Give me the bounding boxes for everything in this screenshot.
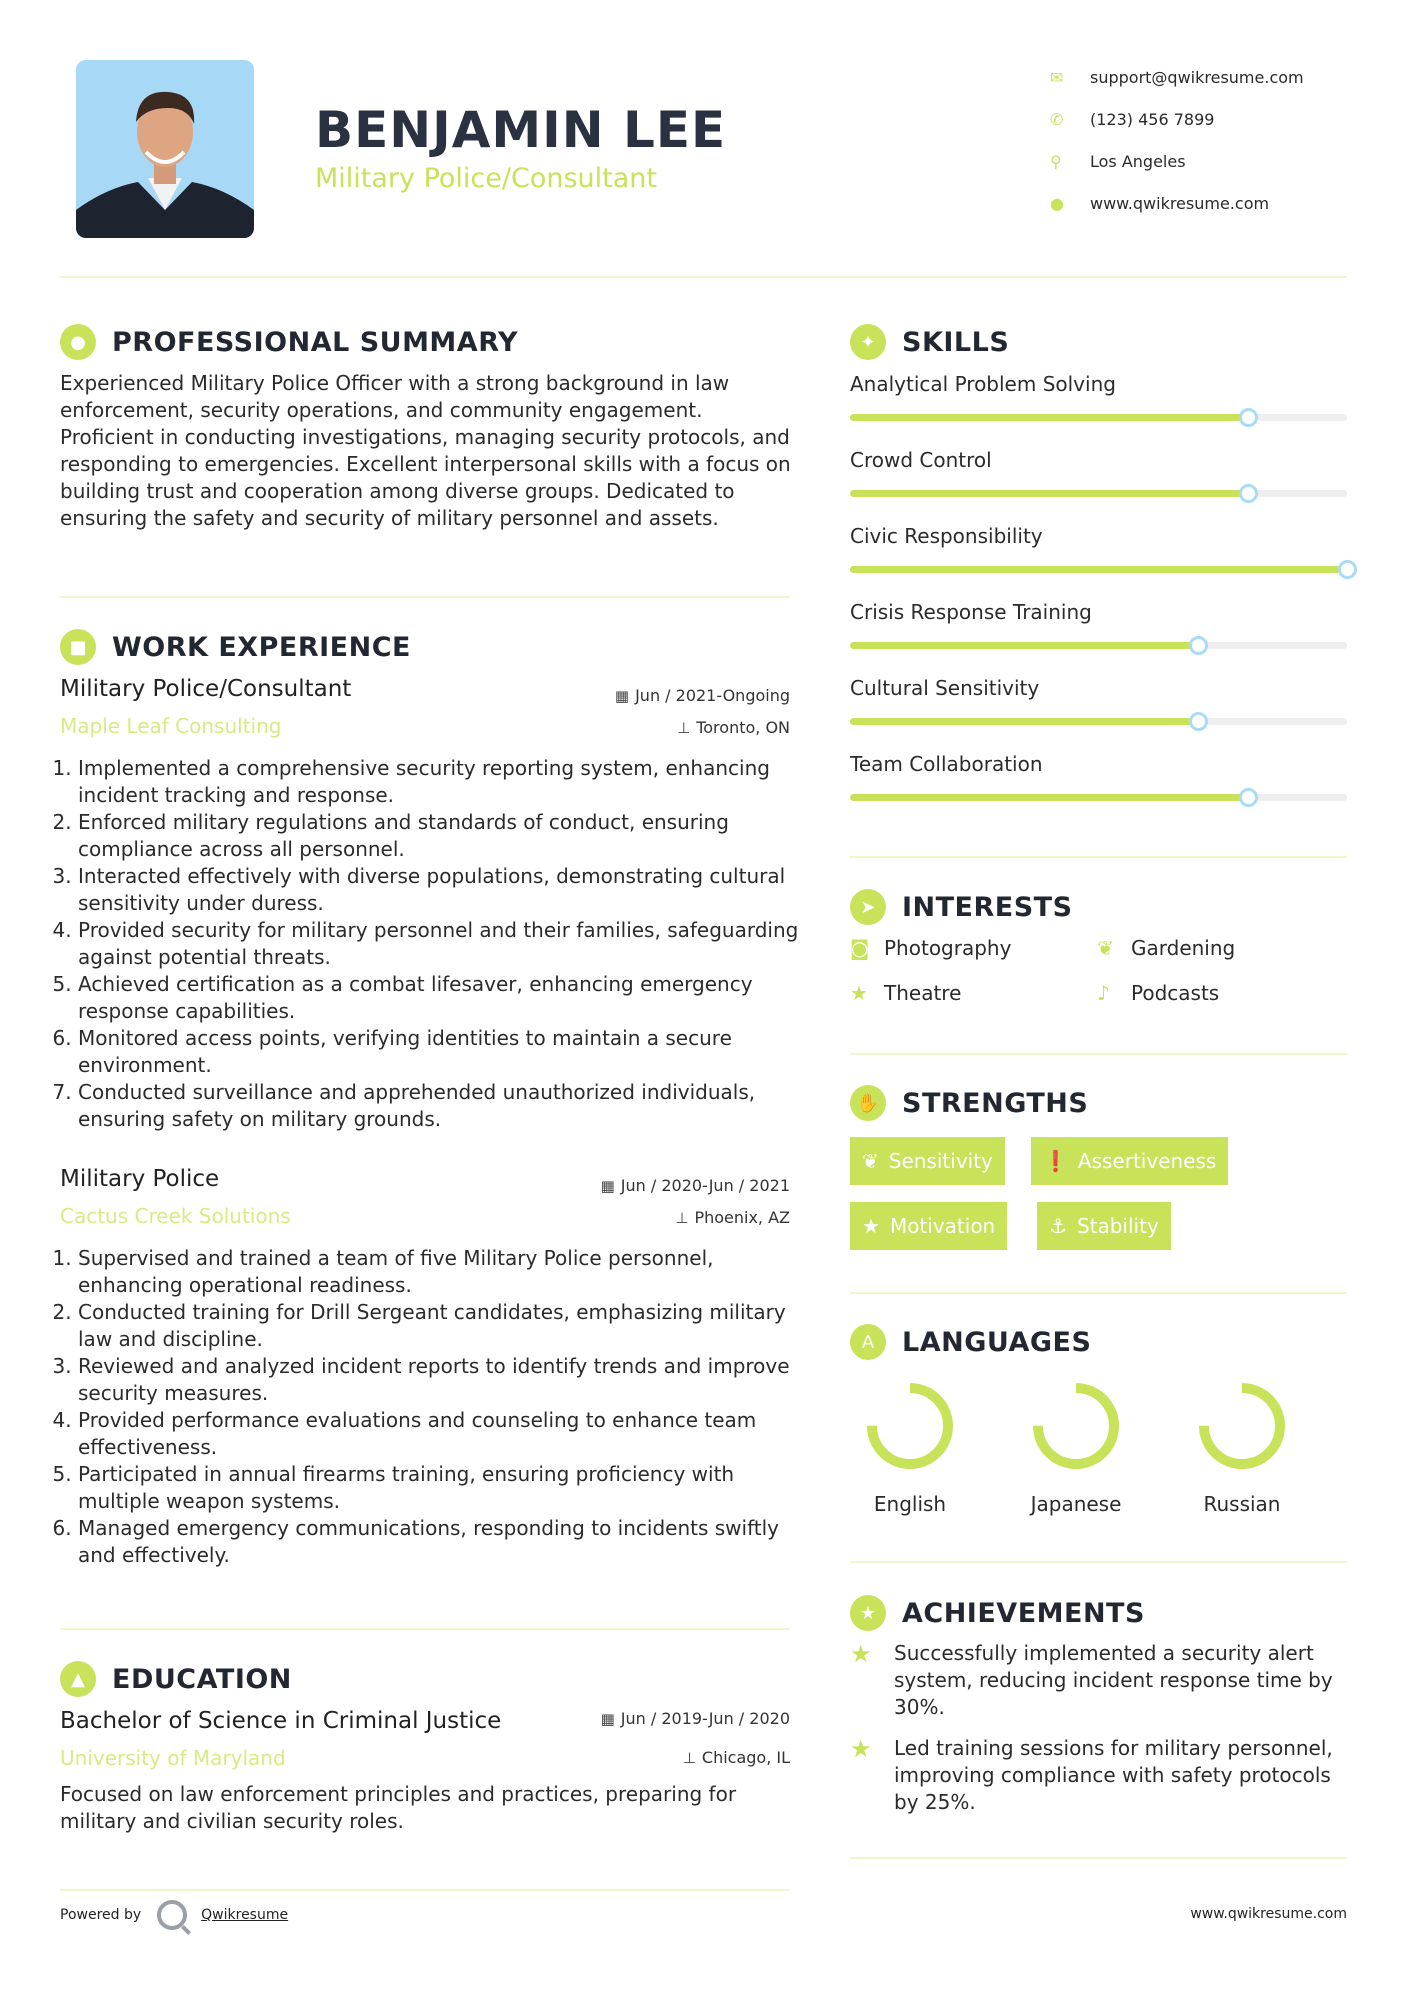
skill-label: Team Collaboration xyxy=(850,752,1043,776)
star-badge-icon: ★ xyxy=(850,1640,872,1668)
achievements-divider xyxy=(850,1857,1347,1859)
leaf-icon: ❦ xyxy=(1097,936,1114,960)
strength-chip xyxy=(1037,1202,1171,1250)
strength-chip xyxy=(1031,1137,1228,1185)
strengths-divider xyxy=(850,1292,1347,1294)
contact-location xyxy=(1050,140,1304,182)
qwikresume-logo-icon xyxy=(157,1900,187,1930)
star-icon: ★ xyxy=(850,981,868,1005)
skill-bar-fill xyxy=(850,490,1248,497)
calendar-icon: ▦ xyxy=(600,1710,615,1728)
skill-bar xyxy=(850,718,1347,725)
list-item: 4. Provided performance evaluations and counseling to enhance team effectiveness. xyxy=(78,1407,805,1461)
job-bullet-list xyxy=(60,755,805,1133)
skill-label: Cultural Sensitivity xyxy=(850,676,1040,700)
language-level-arc xyxy=(872,1388,948,1464)
list-item: 2. Enforced military regulations and standards of conduct, ensuring compliance across all personnel. xyxy=(78,809,805,863)
profile-photo xyxy=(76,60,254,238)
contact-email-text: support@qwikresume.com xyxy=(1090,67,1304,87)
contact-list xyxy=(1050,56,1304,224)
language-label: Japanese xyxy=(1030,1492,1122,1516)
skill-bar-fill xyxy=(850,414,1248,421)
achievement-item xyxy=(850,1735,1347,1816)
skill-bar-fill xyxy=(850,794,1248,801)
job-dates xyxy=(615,686,790,705)
calendar-icon: ▦ xyxy=(600,1177,615,1195)
strength-label: Sensitivity xyxy=(888,1149,993,1173)
summary-heading xyxy=(60,324,518,360)
pin-icon: ⊥ xyxy=(675,1209,689,1227)
language-icon: A xyxy=(850,1324,886,1360)
language-item xyxy=(1172,1378,1312,1516)
footer-url[interactable]: www.qwikresume.com xyxy=(1190,1906,1347,1922)
achievement-text: Successfully implemented a security alert system, reducing incident response time by 30%. xyxy=(894,1641,1333,1719)
education-dates-text: Jun / 2019-Jun / 2020 xyxy=(620,1709,790,1728)
job-location-text: Phoenix, AZ xyxy=(694,1208,790,1227)
skill-level-knob xyxy=(1239,788,1258,807)
list-item: 3. Interacted effectively with diverse populations, demonstrating cultural sensitivity under duress. xyxy=(78,863,805,917)
candidate-name: BENJAMIN LEE xyxy=(315,101,727,159)
job-title: Military Police/Consultant xyxy=(60,676,352,702)
skill-bar xyxy=(850,642,1347,649)
calendar-icon: ▦ xyxy=(614,687,630,705)
language-label: Russian xyxy=(1203,1492,1281,1516)
job-company: Cactus Creek Solutions xyxy=(60,1204,291,1228)
skill-bar xyxy=(850,490,1347,497)
skill-label: Analytical Problem Solving xyxy=(850,372,1116,396)
list-item: 6. Managed emergency communications, responding to incidents swiftly and effectively. xyxy=(78,1515,805,1569)
work-title: WORK EXPERIENCE xyxy=(112,631,411,663)
education-degree: Bachelor of Science in Criminal Justice xyxy=(60,1708,502,1734)
phone-icon: ✆ xyxy=(1050,109,1064,129)
pin-icon: ⊥ xyxy=(677,719,691,737)
achievement-item xyxy=(850,1640,1347,1721)
list-item: 6. Monitored access points, verifying identities to maintain a secure environment. xyxy=(78,1025,805,1079)
star-icon: ★ xyxy=(862,1214,880,1238)
languages-divider xyxy=(850,1561,1347,1563)
skills-heading xyxy=(850,324,1009,360)
strength-label: Stability xyxy=(1076,1214,1159,1238)
email-icon: ✉ xyxy=(1050,67,1064,87)
skill-bar xyxy=(850,566,1347,573)
interest-label: Photography xyxy=(884,936,1012,960)
education-location-text: Chicago, IL xyxy=(701,1748,790,1767)
skill-bar xyxy=(850,794,1347,801)
languages-title: LANGUAGES xyxy=(902,1326,1092,1358)
skill-level-knob xyxy=(1239,408,1258,427)
interests-title: INTERESTS xyxy=(902,891,1073,923)
interest-label: Theatre xyxy=(884,981,962,1005)
language-level-arc xyxy=(1204,1388,1280,1464)
education-dates xyxy=(601,1709,790,1728)
skill-bar-fill xyxy=(850,642,1198,649)
skill-bar-fill xyxy=(850,718,1198,725)
work-heading xyxy=(60,629,411,665)
education-heading xyxy=(60,1661,292,1697)
contact-phone[interactable] xyxy=(1050,98,1304,140)
interest-item xyxy=(1097,936,1235,960)
location-pin-icon: ⚲ xyxy=(1050,151,1062,171)
lightbulb-icon: ✦ xyxy=(850,324,886,360)
contact-website[interactable] xyxy=(1050,182,1304,224)
skill-level-knob xyxy=(1189,636,1208,655)
job-location-text: Toronto, ON xyxy=(696,718,790,737)
job-location xyxy=(677,718,790,737)
summary-text: Experienced Military Police Officer with a strong background in law enforcement, security operations, and community engagement. Proficient in conducting investigations, managing security protocols, and responding to emergencies. Excellent interpersonal skills with a focus on building trust and cooperation among diverse groups. Dedicated to ensuring the safety and security of military personnel and assets. xyxy=(60,371,791,530)
education-divider xyxy=(60,1889,790,1891)
work-divider xyxy=(60,1628,790,1630)
interest-item xyxy=(850,936,1011,960)
skills-title: SKILLS xyxy=(902,326,1010,358)
trophy-icon: ★ xyxy=(850,1595,886,1631)
interest-label: Podcasts xyxy=(1131,981,1220,1005)
star-badge-icon: ★ xyxy=(850,1735,872,1763)
job-dates xyxy=(601,1176,790,1195)
skill-bar-fill xyxy=(850,566,1347,573)
skill-label: Crowd Control xyxy=(850,448,992,472)
contact-phone-text: (123) 456 7899 xyxy=(1090,109,1215,129)
skill-level-knob xyxy=(1189,712,1208,731)
job-dates-text: Jun / 2021-Ongoing xyxy=(635,686,790,705)
skill-label: Civic Responsibility xyxy=(850,524,1043,548)
user-icon: ● xyxy=(60,324,96,360)
candidate-role: Military Police/Consultant xyxy=(315,163,657,194)
powered-by-text: Powered by xyxy=(60,1907,142,1923)
achievement-text: Led training sessions for military personnel, improving compliance with safety protocols by 25%. xyxy=(894,1736,1333,1814)
education-title: EDUCATION xyxy=(112,1663,292,1695)
graduation-icon: ▲ xyxy=(60,1661,96,1697)
strength-chip xyxy=(850,1202,1007,1250)
footer-powered-by xyxy=(60,1900,288,1930)
list-item: 2. Conducted training for Drill Sergeant candidates, emphasizing military law and discipline. xyxy=(78,1299,805,1353)
language-item xyxy=(840,1378,980,1516)
list-item: 4. Provided security for military personnel and their families, safeguarding against potential threats. xyxy=(78,917,805,971)
interest-label: Gardening xyxy=(1131,936,1236,960)
language-level-ring xyxy=(862,1378,958,1474)
job-title: Military Police xyxy=(60,1166,220,1192)
list-item: 5. Achieved certification as a combat lifesaver, enhancing emergency response capabilities. xyxy=(78,971,805,1025)
brand-link[interactable]: Qwikresume xyxy=(201,1907,289,1923)
list-item: 1. Supervised and trained a team of five Military Police personnel, enhancing operational readiness. xyxy=(78,1245,805,1299)
header-divider xyxy=(60,276,1347,278)
exclamation-icon: ❗ xyxy=(1043,1149,1068,1173)
list-item: 7. Conducted surveillance and apprehended unauthorized individuals, ensuring safety on military grounds. xyxy=(78,1079,805,1133)
anchor-icon: ⚓ xyxy=(1049,1214,1067,1238)
hand-icon: ✋ xyxy=(850,1085,886,1121)
job-bullet-list xyxy=(60,1245,805,1569)
skill-level-knob xyxy=(1338,560,1357,579)
contact-email[interactable] xyxy=(1050,56,1304,98)
strengths-heading xyxy=(850,1085,1088,1121)
job-dates-text: Jun / 2020-Jun / 2021 xyxy=(620,1176,790,1195)
job-location xyxy=(675,1208,790,1227)
education-text: Focused on law enforcement principles and practices, preparing for military and civilian security roles. xyxy=(60,1782,737,1833)
education-location xyxy=(683,1748,790,1767)
summary-title: PROFESSIONAL SUMMARY xyxy=(112,326,519,358)
list-item: 3. Reviewed and analyzed incident reports to identify trends and improve security measures. xyxy=(78,1353,805,1407)
interests-divider xyxy=(850,1053,1347,1055)
interests-heading xyxy=(850,889,1073,925)
interest-item xyxy=(850,981,961,1005)
list-item: 1. Implemented a comprehensive security reporting system, enhancing incident tracking and response. xyxy=(78,755,805,809)
language-level-arc xyxy=(1038,1388,1114,1464)
achievements-heading xyxy=(850,1595,1145,1631)
strength-label: Assertiveness xyxy=(1077,1149,1217,1173)
skill-level-knob xyxy=(1239,484,1258,503)
strength-chip xyxy=(850,1137,1005,1185)
strengths-title: STRENGTHS xyxy=(902,1087,1089,1119)
job-company: Maple Leaf Consulting xyxy=(60,714,282,738)
strength-label: Motivation xyxy=(889,1214,996,1238)
contact-website-text: www.qwikresume.com xyxy=(1090,193,1270,213)
globe-icon: ● xyxy=(1050,193,1064,213)
paper-plane-icon: ➤ xyxy=(850,889,886,925)
list-item: 5. Participated in annual firearms training, ensuring proficiency with multiple weapon systems. xyxy=(78,1461,805,1515)
language-item xyxy=(1006,1378,1146,1516)
contact-location-text: Los Angeles xyxy=(1090,151,1186,171)
skill-label: Crisis Response Training xyxy=(850,600,1092,624)
achievements-title: ACHIEVEMENTS xyxy=(902,1597,1145,1629)
summary-divider xyxy=(60,596,790,598)
language-label: English xyxy=(873,1492,947,1516)
language-level-ring xyxy=(1028,1378,1124,1474)
interest-item xyxy=(1097,981,1219,1005)
languages-heading xyxy=(850,1324,1091,1360)
skill-bar xyxy=(850,414,1347,421)
microphone-icon: ♪ xyxy=(1097,981,1110,1005)
education-school: University of Maryland xyxy=(60,1746,286,1770)
camera-icon: ◙ xyxy=(850,936,870,960)
skills-divider xyxy=(850,856,1347,858)
language-level-ring xyxy=(1194,1378,1290,1474)
pin-icon: ⊥ xyxy=(682,1749,696,1767)
briefcase-icon: ■ xyxy=(60,629,96,665)
leaf-icon: ❦ xyxy=(862,1149,879,1173)
